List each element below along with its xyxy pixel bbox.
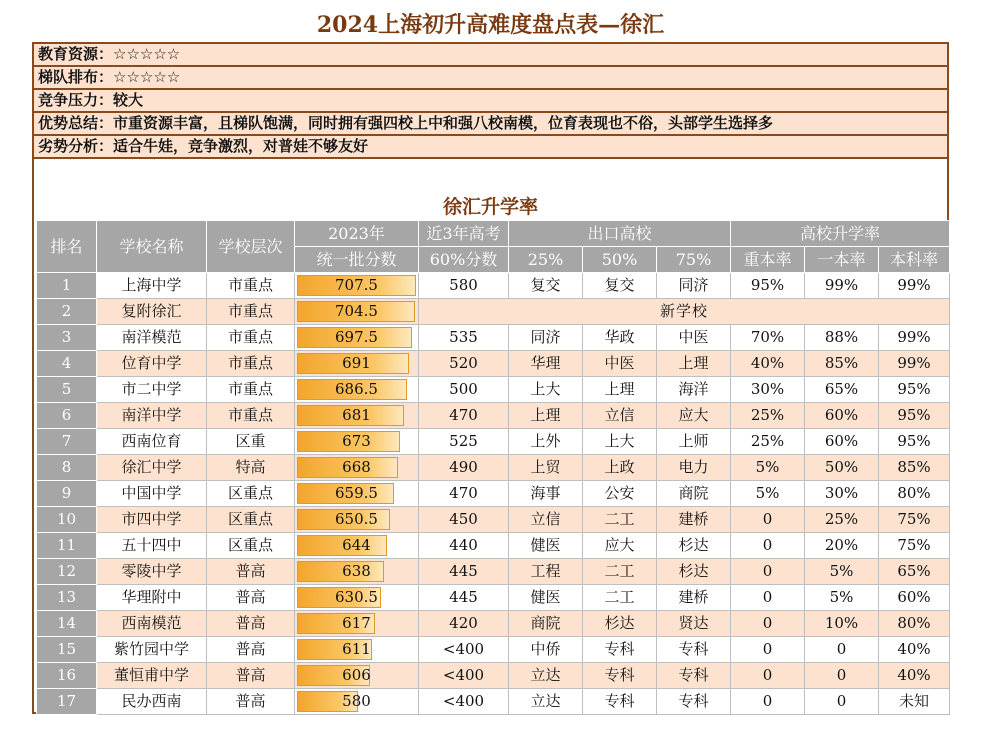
header-school-level: 学校层次 [207,221,295,273]
cell-exit-p25: 工程 [509,559,583,585]
cell-school-level: 普高 [207,689,295,715]
cell-school-level: 普高 [207,585,295,611]
cell-school-level: 普高 [207,611,295,637]
cell-key-rate: 70% [731,325,805,351]
cell-bachelor-rate: 未知 [879,689,950,715]
cell-key-rate: 0 [731,533,805,559]
table-row [37,611,950,637]
cell-score [295,507,419,533]
score-value: 638 [342,562,371,580]
cell-first-rate: 10% [805,611,879,637]
cell-school-name: 南洋中学 [97,403,207,429]
main-frame [32,42,949,714]
score-value: 686.5 [335,380,378,398]
cell-gaokao-score: 470 [419,481,509,507]
cell-key-rate: 0 [731,507,805,533]
cell-exit-p25: 华理 [509,351,583,377]
cell-rank: 12 [37,559,97,585]
cell-score [295,611,419,637]
score-bar [297,561,384,582]
cell-key-rate: 5% [731,481,805,507]
cell-rank: 13 [37,585,97,611]
cell-bachelor-rate: 95% [879,377,950,403]
cell-rank: 14 [37,611,97,637]
cell-rank: 15 [37,637,97,663]
cell-rank: 2 [37,299,97,325]
cell-gaokao-score: 450 [419,507,509,533]
cell-score [295,689,419,715]
cell-gaokao-score: <400 [419,663,509,689]
cell-school-level: 市重点 [207,299,295,325]
cell-school-level: 市重点 [207,377,295,403]
table-body [37,273,950,715]
cell-rank: 17 [37,689,97,715]
cell-school-level: 区重 [207,429,295,455]
table-row [37,507,950,533]
cell-exit-p25: 上大 [509,377,583,403]
cell-exit-p75: 专科 [657,637,731,663]
cell-exit-p25: 同济 [509,325,583,351]
info-tier-layout: 梯队排布：☆☆☆☆☆ [34,67,947,90]
cell-first-rate: 88% [805,325,879,351]
header-key-rate: 重本率 [731,247,805,273]
cell-first-rate: 0 [805,637,879,663]
table-row [37,533,950,559]
cell-school-name: 复附徐汇 [97,299,207,325]
score-value: 606 [342,666,371,684]
cell-gaokao-score: 420 [419,611,509,637]
score-value: 659.5 [335,484,378,502]
info-advantages: 优势总结：市重资源丰富，且梯队饱满，同时拥有强四校上中和强八校南模，位育表现也不俗，头部学生选择多 [34,113,947,136]
table-row [37,273,950,299]
cell-first-rate: 85% [805,351,879,377]
cell-exit-p50: 华政 [583,325,657,351]
cell-score [295,403,419,429]
cell-key-rate: 40% [731,351,805,377]
header-rank: 排名 [37,221,97,273]
table-row [37,481,950,507]
table-row [37,455,950,481]
table-row [37,637,950,663]
table-row [37,689,950,715]
table-row [37,377,950,403]
cell-school-name: 上海中学 [97,273,207,299]
cell-exit-p50: 专科 [583,663,657,689]
cell-school-name: 零陵中学 [97,559,207,585]
cell-bachelor-rate: 95% [879,403,950,429]
cell-exit-p75: 应大 [657,403,731,429]
cell-bachelor-rate: 99% [879,325,950,351]
admission-rate-table [36,220,950,715]
cell-rank: 8 [37,455,97,481]
cell-exit-p75: 上理 [657,351,731,377]
cell-exit-p25: 立信 [509,507,583,533]
cell-rank: 7 [37,429,97,455]
cell-school-level: 普高 [207,637,295,663]
cell-school-name: 紫竹园中学 [97,637,207,663]
cell-score [295,273,419,299]
cell-exit-p75: 贤达 [657,611,731,637]
cell-exit-p50: 复交 [583,273,657,299]
cell-school-level: 市重点 [207,325,295,351]
cell-exit-p50: 专科 [583,637,657,663]
cell-exit-p50: 中医 [583,351,657,377]
cell-first-rate: 5% [805,585,879,611]
cell-gaokao-score: 445 [419,585,509,611]
table-subtitle: 徐汇升学率 [442,196,538,218]
cell-school-name: 徐汇中学 [97,455,207,481]
cell-bachelor-rate: 65% [879,559,950,585]
cell-school-level: 市重点 [207,273,295,299]
cell-exit-p50: 应大 [583,533,657,559]
cell-school-level: 区重点 [207,533,295,559]
cell-rank: 9 [37,481,97,507]
cell-exit-p50: 上大 [583,429,657,455]
cell-school-level: 市重点 [207,403,295,429]
cell-exit-p50: 专科 [583,689,657,715]
table-row [37,559,950,585]
cell-school-name: 市二中学 [97,377,207,403]
cell-exit-p75: 同济 [657,273,731,299]
cell-exit-p25: 复交 [509,273,583,299]
score-value: 630.5 [335,588,378,606]
cell-exit-p75: 杉达 [657,533,731,559]
cell-rank: 16 [37,663,97,689]
cell-first-rate: 60% [805,403,879,429]
cell-bachelor-rate: 40% [879,663,950,689]
cell-exit-p25: 上外 [509,429,583,455]
score-value: 704.5 [335,302,378,320]
header-score-top: 2023年 [295,221,419,247]
header-p25: 25% [509,247,583,273]
cell-gaokao-score: 445 [419,559,509,585]
cell-bachelor-rate: 40% [879,637,950,663]
cell-score [295,637,419,663]
table-row [37,325,950,351]
cell-score [295,299,419,325]
header-gaokao-top: 近3年高考 [419,221,509,247]
cell-exit-p25: 上理 [509,403,583,429]
cell-exit-p50: 公安 [583,481,657,507]
cell-gaokao-score: 470 [419,403,509,429]
cell-key-rate: 0 [731,663,805,689]
header-row-top [37,221,950,247]
cell-exit-p75: 商院 [657,481,731,507]
header-bachelor-rate: 本科率 [879,247,950,273]
cell-exit-p50: 二工 [583,507,657,533]
score-value: 668 [342,458,371,476]
cell-exit-p25: 健医 [509,585,583,611]
cell-bachelor-rate: 99% [879,273,950,299]
cell-key-rate: 30% [731,377,805,403]
score-value: 673 [342,432,371,450]
cell-school-name: 五十四中 [97,533,207,559]
cell-school-level: 区重点 [207,507,295,533]
cell-bachelor-rate: 75% [879,507,950,533]
cell-first-rate: 25% [805,507,879,533]
cell-score [295,429,419,455]
cell-rank: 11 [37,533,97,559]
cell-key-rate: 5% [731,455,805,481]
cell-school-name: 中国中学 [97,481,207,507]
cell-key-rate: 0 [731,689,805,715]
cell-school-name: 西南模范 [97,611,207,637]
cell-gaokao-score: 580 [419,273,509,299]
score-value: 697.5 [335,328,378,346]
cell-exit-p50: 二工 [583,585,657,611]
cell-key-rate: 25% [731,403,805,429]
cell-bachelor-rate: 75% [879,533,950,559]
cell-exit-p75: 杉达 [657,559,731,585]
cell-exit-p50: 立信 [583,403,657,429]
cell-first-rate: 50% [805,455,879,481]
cell-gaokao-score: 535 [419,325,509,351]
cell-gaokao-score: <400 [419,637,509,663]
info-disadvantages: 劣势分析：适合牛娃，竞争激烈，对普娃不够友好 [34,136,947,159]
table-row [37,299,950,325]
cell-rank: 4 [37,351,97,377]
cell-gaokao-score: 500 [419,377,509,403]
header-score-bottom: 统一批分数 [295,247,419,273]
cell-exit-p50: 上政 [583,455,657,481]
score-value: 691 [342,354,371,372]
score-value: 650.5 [335,510,378,528]
cell-new-school-note: 新学校 [419,299,950,325]
table-row [37,429,950,455]
cell-key-rate: 0 [731,559,805,585]
cell-school-name: 华理附中 [97,585,207,611]
cell-exit-p75: 上师 [657,429,731,455]
cell-bachelor-rate: 80% [879,611,950,637]
table-row [37,403,950,429]
cell-exit-p25: 中侨 [509,637,583,663]
header-gaokao-bottom: 60%分数 [419,247,509,273]
cell-first-rate: 0 [805,689,879,715]
header-exit-group: 出口高校 [509,221,731,247]
cell-first-rate: 5% [805,559,879,585]
cell-first-rate: 99% [805,273,879,299]
cell-school-level: 区重点 [207,481,295,507]
cell-exit-p75: 电力 [657,455,731,481]
cell-exit-p25: 立达 [509,663,583,689]
cell-score [295,481,419,507]
score-value: 644 [342,536,371,554]
header-first-rate: 一本率 [805,247,879,273]
cell-exit-p25: 上贸 [509,455,583,481]
cell-first-rate: 20% [805,533,879,559]
cell-score [295,533,419,559]
cell-score [295,325,419,351]
cell-school-level: 市重点 [207,351,295,377]
cell-first-rate: 30% [805,481,879,507]
cell-score [295,351,419,377]
score-value: 707.5 [335,276,378,294]
cell-score [295,663,419,689]
cell-gaokao-score: 440 [419,533,509,559]
cell-exit-p50: 杉达 [583,611,657,637]
cell-school-name: 市四中学 [97,507,207,533]
table-row [37,663,950,689]
table-row [37,351,950,377]
header-school-name: 学校名称 [97,221,207,273]
cell-gaokao-score: 525 [419,429,509,455]
cell-score [295,377,419,403]
cell-bachelor-rate: 60% [879,585,950,611]
cell-gaokao-score: 520 [419,351,509,377]
cell-bachelor-rate: 99% [879,351,950,377]
cell-exit-p25: 立达 [509,689,583,715]
header-rate-group: 高校升学率 [731,221,950,247]
cell-exit-p75: 专科 [657,663,731,689]
cell-score [295,559,419,585]
cell-school-name: 民办西南 [97,689,207,715]
cell-exit-p25: 健医 [509,533,583,559]
cell-score [295,585,419,611]
cell-exit-p75: 海洋 [657,377,731,403]
cell-bachelor-rate: 85% [879,455,950,481]
header-p50: 50% [583,247,657,273]
cell-first-rate: 65% [805,377,879,403]
cell-exit-p25: 海事 [509,481,583,507]
cell-school-level: 普高 [207,663,295,689]
cell-first-rate: 60% [805,429,879,455]
cell-school-name: 位育中学 [97,351,207,377]
header-p75: 75% [657,247,731,273]
cell-school-level: 普高 [207,559,295,585]
cell-school-name: 南洋模范 [97,325,207,351]
info-competition-pressure: 竞争压力：较大 [34,90,947,113]
cell-exit-p50: 二工 [583,559,657,585]
table-row [37,585,950,611]
cell-exit-p25: 商院 [509,611,583,637]
score-value: 580 [342,692,371,710]
cell-rank: 5 [37,377,97,403]
cell-bachelor-rate: 80% [879,481,950,507]
info-education-resources: 教育资源：☆☆☆☆☆ [34,44,947,67]
score-value: 611 [342,640,371,658]
cell-gaokao-score: <400 [419,689,509,715]
cell-exit-p75: 中医 [657,325,731,351]
cell-exit-p75: 建桥 [657,507,731,533]
cell-key-rate: 0 [731,611,805,637]
cell-school-name: 西南位育 [97,429,207,455]
cell-exit-p75: 专科 [657,689,731,715]
cell-rank: 3 [37,325,97,351]
cell-gaokao-score: 490 [419,455,509,481]
cell-first-rate: 0 [805,663,879,689]
cell-rank: 10 [37,507,97,533]
cell-score [295,455,419,481]
cell-school-level: 特高 [207,455,295,481]
cell-rank: 1 [37,273,97,299]
cell-exit-p50: 上理 [583,377,657,403]
cell-key-rate: 0 [731,637,805,663]
cell-key-rate: 95% [731,273,805,299]
cell-school-name: 董恒甫中学 [97,663,207,689]
cell-key-rate: 0 [731,585,805,611]
cell-rank: 6 [37,403,97,429]
cell-key-rate: 25% [731,429,805,455]
score-value: 681 [342,406,371,424]
page-title: 2024上海初升高难度盘点表—徐汇 [316,12,665,38]
score-value: 617 [342,614,371,632]
cell-bachelor-rate: 95% [879,429,950,455]
cell-exit-p75: 建桥 [657,585,731,611]
